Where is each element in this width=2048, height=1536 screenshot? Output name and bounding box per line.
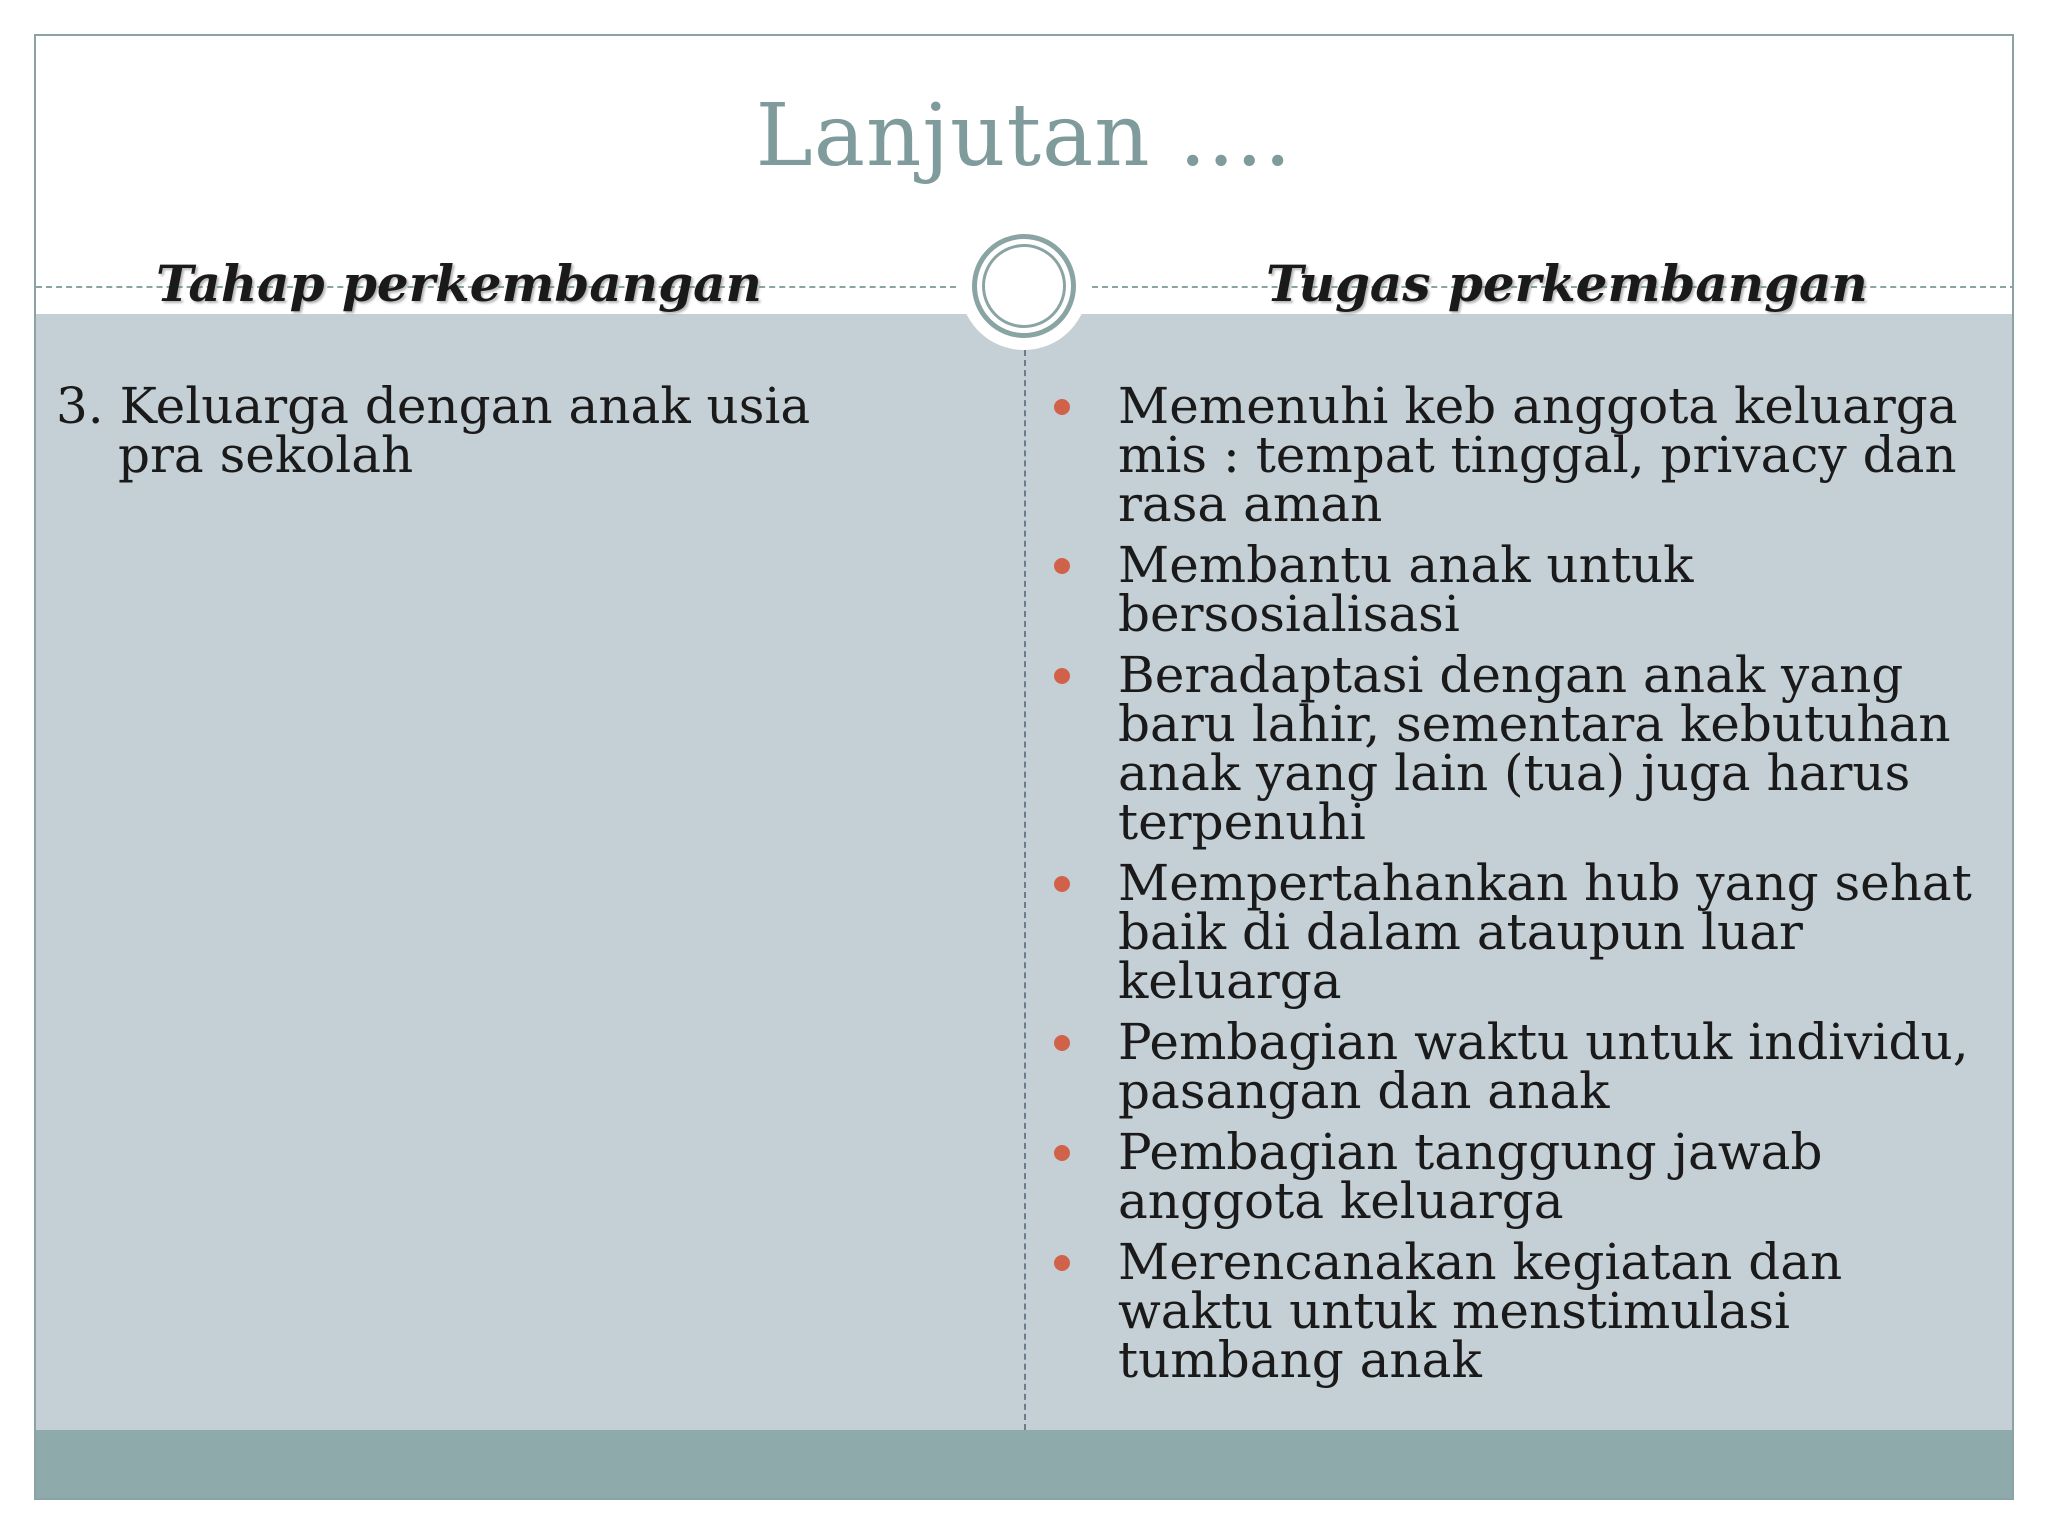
- left-column-line-2: pra sekolah: [118, 426, 414, 484]
- right-column-heading: Tugas perkembangan: [1266, 254, 1868, 313]
- list-item: [1046, 1013, 2006, 1120]
- list-item: [1046, 1233, 2006, 1389]
- bullet-dot-icon: [1054, 558, 1070, 574]
- list-item: [1046, 536, 2006, 643]
- task-list: [1046, 377, 2006, 1397]
- slide-title: Lanjutan ....: [755, 86, 1293, 186]
- bullet-dot-icon: [1054, 1035, 1070, 1051]
- left-column-line-1: 3. Keluarga dengan anak usia: [56, 377, 811, 435]
- left-column-heading: Tahap perkembangan: [156, 254, 762, 313]
- bullet-dot-icon: [1054, 1145, 1070, 1161]
- list-item: [1046, 854, 2006, 1010]
- inner-circle-icon: [982, 244, 1066, 328]
- list-item-text: Pembagian waktu untuk individu, pasangan dan anak: [1118, 1013, 1969, 1120]
- bullet-dot-icon: [1054, 1255, 1070, 1271]
- list-item-text: Mempertahankan hub yang sehat baik di dalam ataupun luar keluarga: [1118, 854, 1972, 1010]
- bullet-dot-icon: [1054, 399, 1070, 415]
- list-item: [1046, 1123, 2006, 1230]
- list-item-text: Membantu anak untuk bersosialisasi: [1118, 536, 1694, 643]
- list-item-text: Memenuhi keb anggota keluarga mis : tempat tinggal, privacy dan rasa aman: [1118, 377, 1958, 533]
- list-item: [1046, 646, 2006, 851]
- footer-bar: [36, 1430, 2012, 1500]
- list-item-text: Beradaptasi dengan anak yang baru lahir, sementara kebutuhan anak yang lain (tua) juga harus terpenuhi: [1118, 646, 1951, 851]
- slide: [34, 34, 2014, 1500]
- left-column-text: [56, 377, 956, 484]
- bullet-dot-icon: [1054, 668, 1070, 684]
- list-item: [1046, 377, 2006, 533]
- list-item-text: Merencanakan kegiatan dan waktu untuk menstimulasi tumbang anak: [1118, 1233, 1843, 1389]
- list-item-text: Pembagian tanggung jawab anggota keluarga: [1118, 1123, 1823, 1230]
- column-divider: [1024, 350, 1026, 1430]
- bullet-dot-icon: [1054, 876, 1070, 892]
